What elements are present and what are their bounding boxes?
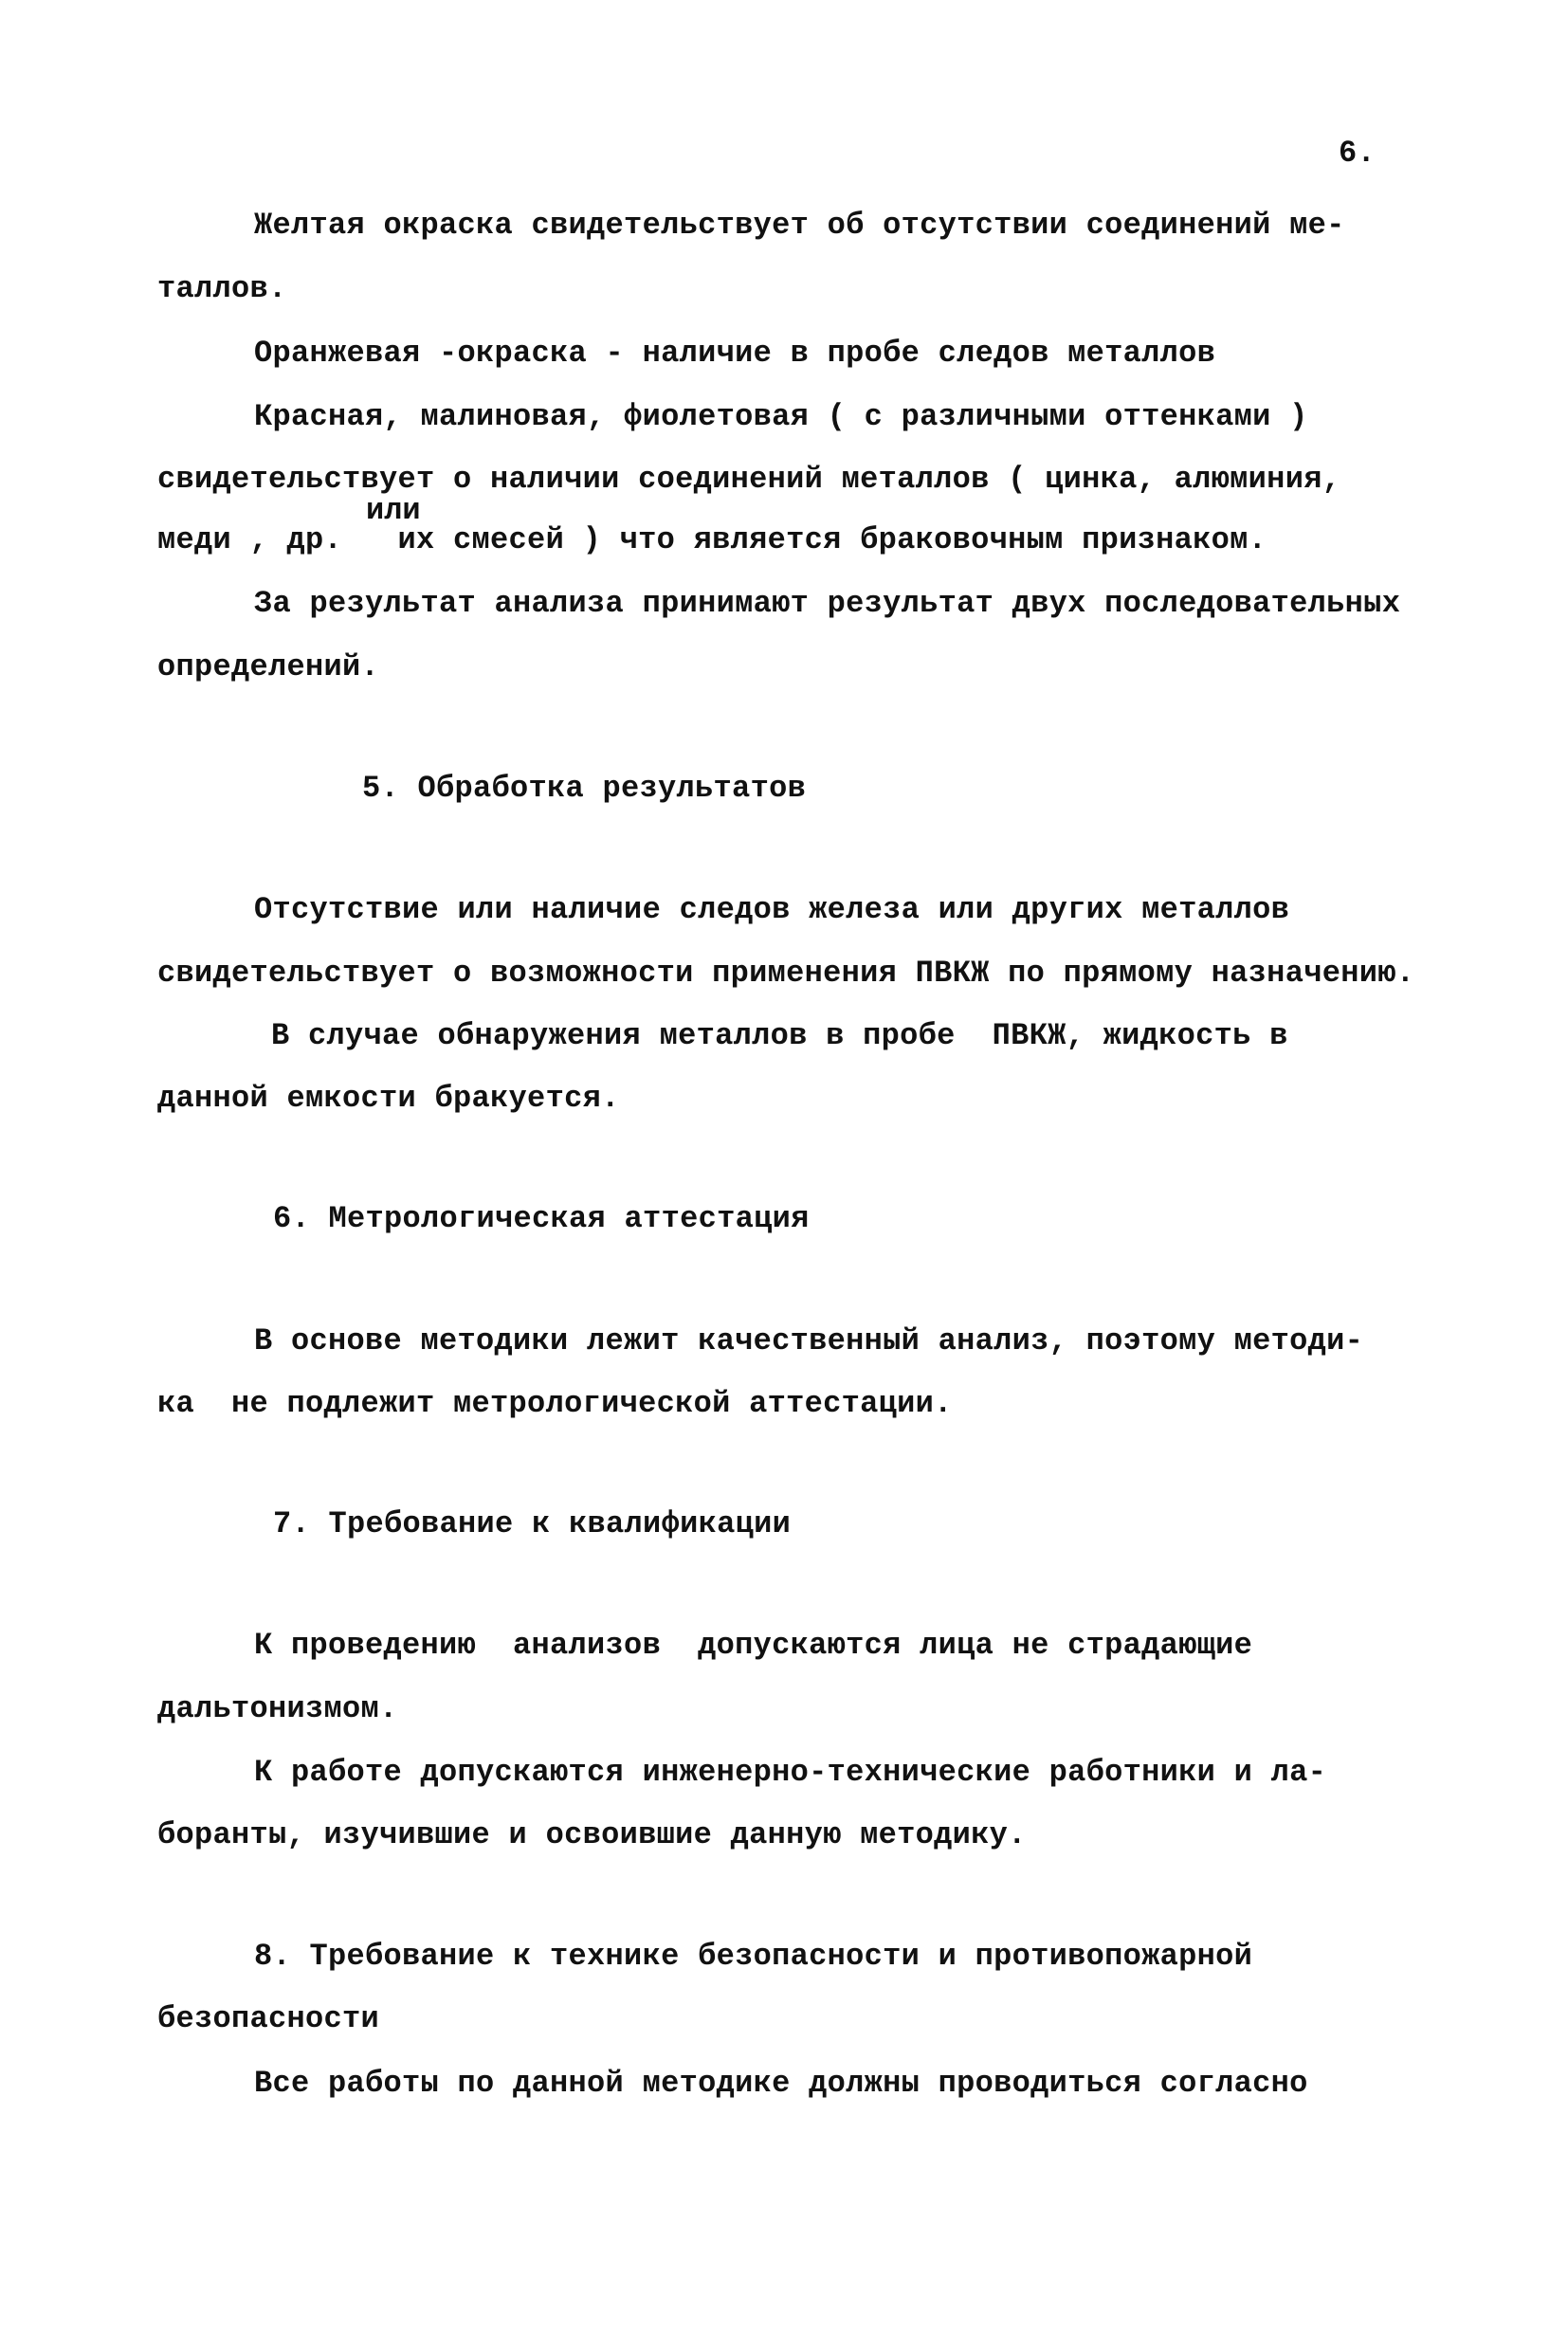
text-line: данной емкости бракуется.	[157, 1081, 620, 1116]
text-line: Желтая окраска свидетельствует об отсутствии соединений ме-	[254, 208, 1345, 243]
inserted-word: или	[366, 493, 421, 528]
text-line: таллов.	[157, 271, 287, 306]
text-line: меди , др. их смесей ) что является браковочным признаком.	[157, 522, 1267, 557]
text-line: определений.	[157, 649, 380, 684]
section-heading: 8. Требование к технике безопасности и противопожарной	[254, 1939, 1253, 1974]
text-line: свидетельствует о наличии соединений металлов ( цинка, алюминия,	[157, 462, 1341, 497]
text-line: боранты, изучившие и освоившие данную методику.	[157, 1817, 1027, 1852]
text-line: За результат анализа принимают результат двух последовательных	[254, 586, 1401, 621]
text-line: Оранжевая -окраска - наличие в пробе следов металлов	[254, 336, 1216, 371]
section-heading: 6. Метрологическая аттестация	[273, 1201, 810, 1236]
section-heading: безопасности	[157, 2001, 380, 2036]
text-line: ка не подлежит метрологической аттестации.	[157, 1386, 953, 1421]
section-heading: 7. Требование к квалификации	[273, 1506, 792, 1541]
text-line: Красная, малиновая, фиолетовая ( с различными оттенками )	[254, 399, 1308, 434]
text-line: В основе методики лежит качественный анализ, поэтому методи-	[254, 1323, 1364, 1358]
text-line: К проведению анализов допускаются лица не страдающие	[254, 1628, 1253, 1663]
text-line: свидетельствует о возможности применения ПВКЖ по прямому назначению.	[157, 956, 1415, 991]
text-line: В случае обнаружения металлов в пробе ПВКЖ, жидкость в	[271, 1018, 1288, 1053]
page-number: 6.	[1339, 136, 1377, 171]
text-line: Все работы по данной методике должны проводиться согласно	[254, 2066, 1308, 2101]
section-heading: 5. Обработка результатов	[362, 771, 807, 806]
text-line: дальтонизмом.	[157, 1691, 398, 1726]
text-line: К работе допускаются инженерно-технические работники и ла-	[254, 1755, 1327, 1790]
text-line: Отсутствие или наличие следов железа или других металлов	[254, 892, 1290, 927]
